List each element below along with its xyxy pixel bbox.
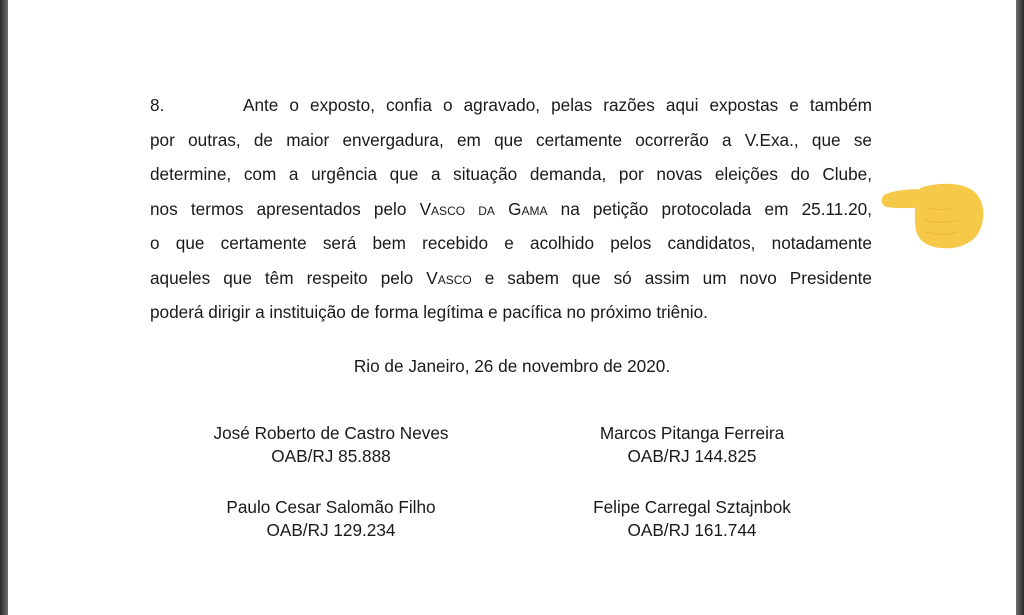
paragraph-line-3: determine, com a urgência que a situação demanda, por novas eleições do Clube, (150, 164, 872, 184)
paragraph-line-5: o que certamente será bem recebido e acolhido pelos candidatos, notadamente (150, 233, 872, 253)
signature-block (522, 496, 862, 542)
signatory-name: José Roberto de Castro Neves (213, 423, 449, 443)
signature-block (161, 496, 501, 542)
date-line: Rio de Janeiro, 26 de novembro de 2020. (353, 356, 671, 376)
signature-block (161, 422, 501, 468)
paragraph-line-6: aqueles que têm respeito pelo Vasco e sabem que só assim um novo Presidente (150, 267, 872, 288)
signatory-oab: OAB/RJ 129.234 (266, 520, 396, 540)
paragraph-line-1: 8. Ante o exposto, confia o agravado, pelas razões aqui expostas e também (150, 88, 872, 123)
paragraph-line-7: poderá dirigir a instituição de forma legítima e pacífica no próximo triênio. (150, 302, 708, 322)
paragraph-line-4: nos termos apresentados pelo Vasco da Gama na petição protocolada em 25.11.20, (150, 198, 872, 219)
signatory-oab: OAB/RJ 161.744 (627, 520, 757, 540)
window-edge-left (0, 0, 8, 615)
signatory-name: Paulo Cesar Salomão Filho (226, 497, 436, 517)
pointing-hand-icon (880, 168, 990, 250)
paragraph-line-2: por outras, de maior envergadura, em que certamente ocorrerão a V.Exa., que se (150, 129, 872, 150)
club-name: Vasco da Gama (419, 198, 548, 219)
paragraph-8 (150, 88, 872, 330)
signatory-name: Felipe Carregal Sztajnbok (593, 497, 791, 517)
signature-block (522, 422, 862, 468)
signatory-oab: OAB/RJ 144.825 (627, 446, 757, 466)
signatory-name: Marcos Pitanga Ferreira (599, 423, 785, 443)
paragraph-number: 8. (150, 95, 165, 115)
club-name-short: Vasco (426, 267, 472, 288)
signatory-oab: OAB/RJ 85.888 (271, 446, 391, 466)
window-edge-right (1016, 0, 1024, 615)
